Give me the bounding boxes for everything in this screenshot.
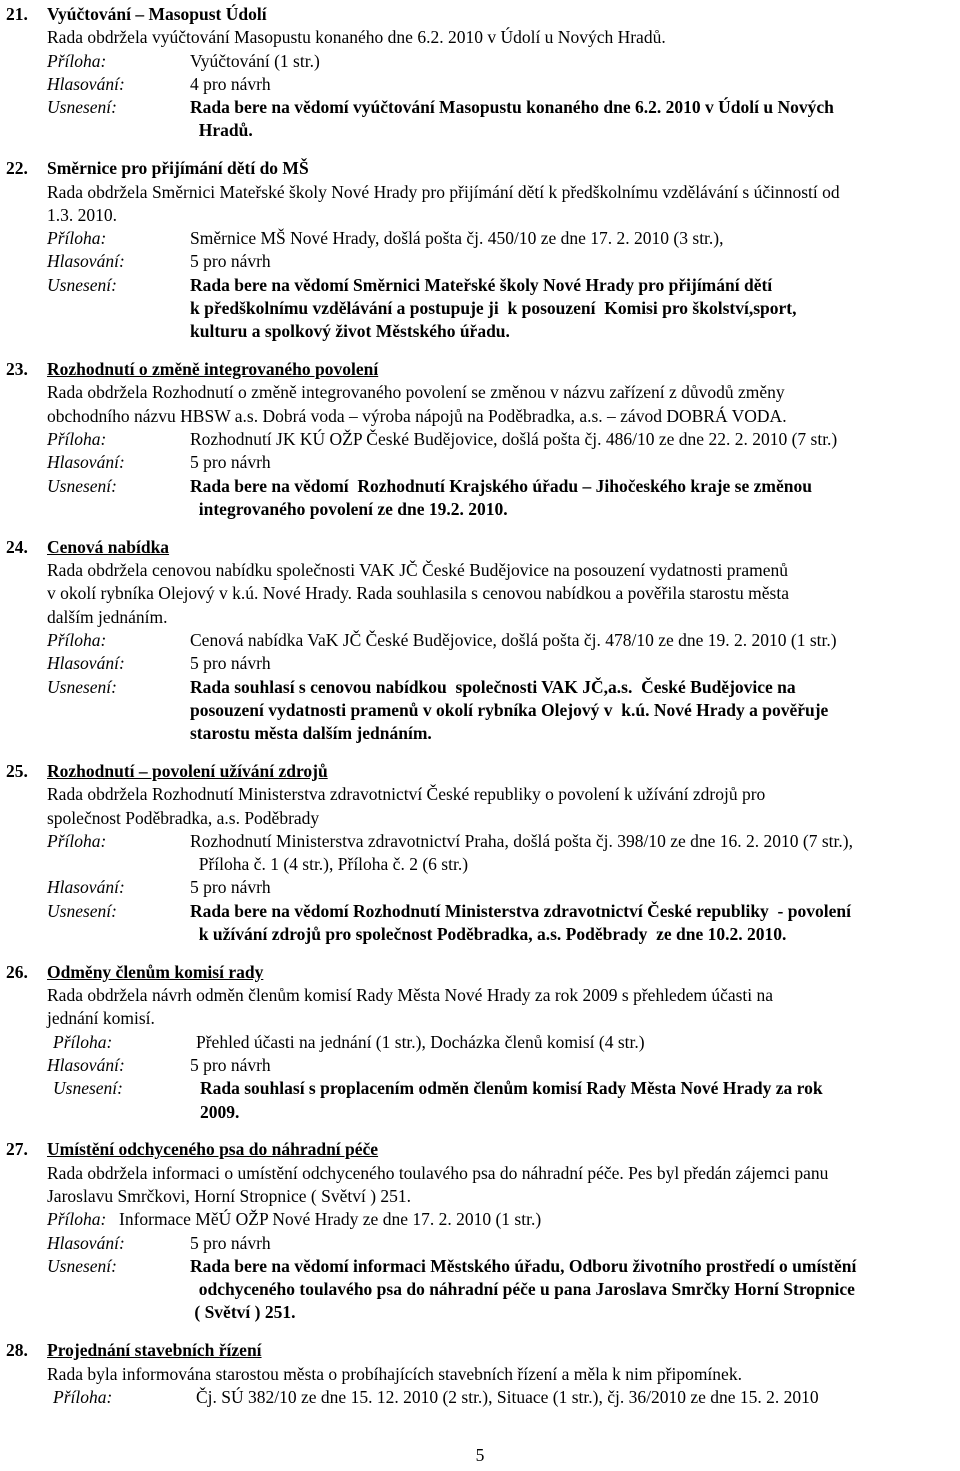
item-number: 22. bbox=[6, 158, 28, 179]
item-spacer bbox=[0, 946, 960, 961]
field-value-line: Příloha č. 1 (4 str.), Příloha č. 2 (6 str.) bbox=[190, 854, 469, 875]
item-title: Cenová nabídka bbox=[47, 536, 170, 557]
item-spacer bbox=[0, 143, 960, 158]
field-value bbox=[190, 250, 960, 273]
item-field-row bbox=[47, 1031, 960, 1054]
item-field-row bbox=[47, 900, 960, 947]
field-value-line: Čj. SÚ 382/10 ze dne 15. 12. 2010 (2 str.), Situace (1 str.), čj. 36/2010 ze dne 15. 2. 2010 bbox=[196, 1386, 819, 1407]
field-value-line: 4 pro návrh bbox=[190, 73, 271, 94]
agenda-item bbox=[0, 157, 960, 343]
field-value-line: k předškolnímu vzdělávání a postupuje ji k posouzení Komisi pro školství,sport, bbox=[190, 298, 797, 319]
field-value bbox=[190, 652, 960, 675]
item-number: 27. bbox=[6, 1139, 28, 1160]
item-field-row bbox=[47, 652, 960, 675]
field-value-line: 5 pro návrh bbox=[190, 452, 271, 473]
item-field-row bbox=[47, 1077, 960, 1124]
item-field-row bbox=[47, 73, 960, 96]
field-value-line: 5 pro návrh bbox=[190, 1232, 271, 1253]
item-title: Rozhodnutí – povolení užívání zdrojů bbox=[47, 760, 328, 781]
item-field-row bbox=[47, 50, 960, 73]
item-description-line: společnost Poděbradka, a.s. Poděbrady bbox=[47, 807, 320, 828]
item-field-row bbox=[47, 250, 960, 273]
field-label: Příloha: bbox=[47, 228, 107, 249]
field-value-line: Rada bere na vědomí informaci Městského úřadu, Odboru životního prostředí o umístění bbox=[190, 1255, 857, 1276]
item-spacer bbox=[0, 344, 960, 359]
field-label: Příloha: bbox=[47, 830, 107, 851]
item-number: 28. bbox=[6, 1340, 28, 1361]
field-label: Hlasování: bbox=[47, 251, 125, 272]
field-value bbox=[190, 428, 960, 451]
agenda-item bbox=[0, 358, 960, 521]
minutes-document bbox=[0, 3, 960, 1409]
field-value-line: odchyceného toulavého psa do náhradní péče u pana Jaroslava Smrčky Horní Stropnice bbox=[190, 1279, 855, 1300]
item-field-row bbox=[47, 96, 960, 143]
item-field-row bbox=[47, 451, 960, 474]
field-value-line: kulturu a spolkový život Městského úřadu. bbox=[190, 321, 510, 342]
field-value-line: Informace MěÚ OŽP Nové Hrady ze dne 17. 2. 2010 (1 str.) bbox=[119, 1209, 542, 1230]
agenda-item bbox=[0, 961, 960, 1124]
field-value-line: Rada souhlasí s proplacením odměn členům komisí Rady Města Nové Hrady za rok bbox=[200, 1078, 823, 1099]
field-value-line: Hradů. bbox=[190, 120, 253, 141]
field-label: Usnesení: bbox=[47, 97, 117, 118]
field-value-line: k užívání zdrojů pro společnost Poděbradka, a.s. Poděbrady ze dne 10.2. 2010. bbox=[190, 923, 787, 944]
item-field-row bbox=[47, 475, 960, 522]
item-field-row bbox=[47, 629, 960, 652]
field-label: Hlasování: bbox=[47, 1054, 125, 1075]
field-value bbox=[190, 451, 960, 474]
item-title: Odměny členům komisí rady bbox=[47, 961, 264, 982]
field-value-line: Rada bere na vědomí Směrnici Mateřské školy Nové Hrady pro přijímání dětí bbox=[190, 274, 773, 295]
agenda-item bbox=[0, 760, 960, 946]
item-description-line: dalším jednáním. bbox=[47, 606, 168, 627]
item-field-row bbox=[47, 830, 960, 877]
item-description-line: Rada obdržela Rozhodnutí Ministerstva zdravotnictví České republiky o povolení k užívání zdrojů pro bbox=[47, 784, 766, 805]
field-value bbox=[190, 900, 960, 947]
item-description-line: 1.3. 2010. bbox=[47, 204, 117, 225]
field-value bbox=[190, 876, 960, 899]
field-value-line: 5 pro návrh bbox=[190, 1054, 271, 1075]
item-description-line: Rada obdržela Rozhodnutí o změně integrovaného povolení se změnou v názvu zařízení z důvodů změny bbox=[47, 382, 785, 403]
field-value bbox=[190, 73, 960, 96]
item-description-line: Rada obdržela Směrnici Mateřské školy Nové Hrady pro přijímání dětí k předškolnímu vzdělávání s účinností od bbox=[47, 181, 840, 202]
field-value bbox=[196, 1031, 960, 1054]
item-title: Vyúčtování – Masopust Údolí bbox=[47, 4, 267, 24]
field-value-line: 2009. bbox=[200, 1101, 240, 1122]
field-value-line: Směrnice MŠ Nové Hrady, došlá pošta čj. 450/10 ze dne 17. 2. 2010 (3 str.), bbox=[190, 228, 724, 249]
field-value-line: Rada bere na vědomí Rozhodnutí Krajského úřadu – Jihočeského kraje se změnou bbox=[190, 475, 812, 496]
agenda-item bbox=[0, 1339, 960, 1409]
field-label: Hlasování: bbox=[47, 653, 125, 674]
page-number: 5 bbox=[475, 1445, 485, 1465]
item-title: Projednání stavebních řízení bbox=[47, 1340, 262, 1361]
field-label: Příloha: bbox=[53, 1386, 113, 1407]
field-value-line: 5 pro návrh bbox=[190, 251, 271, 272]
item-spacer bbox=[0, 1124, 960, 1139]
field-label: Hlasování: bbox=[47, 1232, 125, 1253]
field-value bbox=[190, 1054, 960, 1077]
item-description-line: obchodního názvu HBSW a.s. Dobrá voda – výroba nápojů na Poděbradka, a.s. – závod DOBRÁ VODA. bbox=[47, 405, 787, 426]
item-field-row bbox=[47, 876, 960, 899]
agenda-item bbox=[0, 3, 960, 143]
item-field-row bbox=[47, 428, 960, 451]
field-value bbox=[190, 50, 960, 73]
field-value-line: Rada bere na vědomí Rozhodnutí Ministerstva zdravotnictví České republiky - povolení bbox=[190, 900, 851, 921]
field-value bbox=[200, 1077, 960, 1124]
field-label: Příloha: bbox=[47, 1209, 107, 1230]
field-value bbox=[190, 830, 960, 877]
agenda-item bbox=[0, 536, 960, 746]
item-description-line: v okolí rybníka Olejový v k.ú. Nové Hrady. Rada souhlasila s cenovou nabídkou a pověřila starostu města bbox=[47, 583, 789, 604]
field-value bbox=[196, 1386, 960, 1409]
item-title: Směrnice pro přijímání dětí do MŠ bbox=[47, 158, 309, 179]
field-value-line: Vyúčtování (1 str.) bbox=[190, 50, 320, 71]
field-value bbox=[190, 1255, 960, 1325]
field-value-line: integrovaného povolení ze dne 19.2. 2010. bbox=[190, 498, 508, 519]
item-field-row bbox=[47, 227, 960, 250]
item-field-row bbox=[47, 1208, 960, 1231]
field-value-line: Rozhodnutí JK KÚ OŽP České Budějovice, došlá pošta čj. 486/10 ze dne 22. 2. 2010 (7 str.) bbox=[190, 429, 838, 450]
field-label: Usnesení: bbox=[47, 475, 117, 496]
field-value bbox=[119, 1208, 960, 1231]
field-label: Příloha: bbox=[47, 629, 107, 650]
item-field-row bbox=[47, 1255, 960, 1325]
field-value-line: starostu města dalším jednáním. bbox=[190, 723, 432, 744]
field-value-line: Přehled účasti na jednání (1 str.), Docházka členů komisí (4 str.) bbox=[196, 1031, 645, 1052]
field-value-line: 5 pro návrh bbox=[190, 877, 271, 898]
field-label: Hlasování: bbox=[47, 877, 125, 898]
item-spacer bbox=[0, 745, 960, 760]
field-value bbox=[190, 96, 960, 143]
field-value-line: Cenová nabídka VaK JČ České Budějovice, došlá pošta čj. 478/10 ze dne 19. 2. 2010 (1 str.) bbox=[190, 629, 837, 650]
field-label: Příloha: bbox=[53, 1031, 113, 1052]
field-value bbox=[190, 676, 960, 746]
item-description-line: Rada obdržela vyúčtování Masopustu konaného dne 6.2. 2010 v Údolí u Nových Hradů. bbox=[47, 27, 666, 48]
item-field-row bbox=[47, 1054, 960, 1077]
item-number: 21. bbox=[6, 4, 28, 24]
agenda-item bbox=[0, 1138, 960, 1324]
item-number: 26. bbox=[6, 961, 28, 982]
field-label: Usnesení: bbox=[47, 274, 117, 295]
item-description-line: jednání komisí. bbox=[47, 1008, 155, 1029]
field-label: Usnesení: bbox=[47, 676, 117, 697]
field-value-line: Rada bere na vědomí vyúčtování Masopustu konaného dne 6.2. 2010 v Údolí u Nových bbox=[190, 97, 834, 118]
field-value bbox=[190, 1232, 960, 1255]
field-value-line: 5 pro návrh bbox=[190, 653, 271, 674]
item-field-row bbox=[47, 274, 960, 344]
field-label: Usnesení: bbox=[47, 1255, 117, 1276]
item-description-line: Rada obdržela návrh odměn členům komisí Rady Města Nové Hrady za rok 2009 s přehledem účasti na bbox=[47, 985, 774, 1006]
item-number: 24. bbox=[6, 536, 28, 557]
item-spacer bbox=[0, 521, 960, 536]
field-label: Hlasování: bbox=[47, 452, 125, 473]
item-number: 23. bbox=[6, 359, 28, 380]
item-title: Rozhodnutí o změně integrovaného povolení bbox=[47, 359, 379, 380]
field-value-line: Rada souhlasí s cenovou nabídkou společnosti VAK JČ,a.s. České Budějovice na bbox=[190, 676, 796, 697]
item-description-line: Rada obdržela informaci o umístění odchyceného toulavého psa do náhradní péče. Pes byl předán zájemci panu bbox=[47, 1162, 829, 1183]
field-label: Příloha: bbox=[47, 50, 107, 71]
item-description-line: Rada obdržela cenovou nabídku společnosti VAK JČ České Budějovice na posouzení vydatnosti pramenů bbox=[47, 560, 789, 581]
field-label: Příloha: bbox=[47, 429, 107, 450]
item-number: 25. bbox=[6, 760, 28, 781]
item-field-row bbox=[47, 1386, 960, 1409]
field-value bbox=[190, 274, 960, 344]
item-description-line: Rada byla informována starostou města o probíhajících stavebních řízení a měla k nim připomínek. bbox=[47, 1363, 742, 1384]
field-value bbox=[190, 227, 960, 250]
field-label: Usnesení: bbox=[47, 900, 117, 921]
field-label: Hlasování: bbox=[47, 73, 125, 94]
field-value-line: posouzení vydatnosti pramenů v okolí rybníka Olejový v k.ú. Nové Hrady a pověřuje bbox=[190, 699, 829, 720]
item-spacer bbox=[0, 1325, 960, 1340]
item-field-row bbox=[47, 676, 960, 746]
field-value-line: ( Světví ) 251. bbox=[190, 1302, 296, 1323]
field-value-line: Rozhodnutí Ministerstva zdravotnictví Praha, došlá pošta čj. 398/10 ze dne 16. 2. 2010 (7 str.), bbox=[190, 830, 853, 851]
item-field-row bbox=[47, 1232, 960, 1255]
item-title: Umístění odchyceného psa do náhradní péče bbox=[47, 1139, 379, 1160]
item-description-line: Jaroslavu Smrčkovi, Horní Stropnice ( Světví ) 251. bbox=[47, 1185, 412, 1206]
field-label: Usnesení: bbox=[53, 1078, 123, 1099]
field-value bbox=[190, 629, 960, 652]
field-value bbox=[190, 475, 960, 522]
